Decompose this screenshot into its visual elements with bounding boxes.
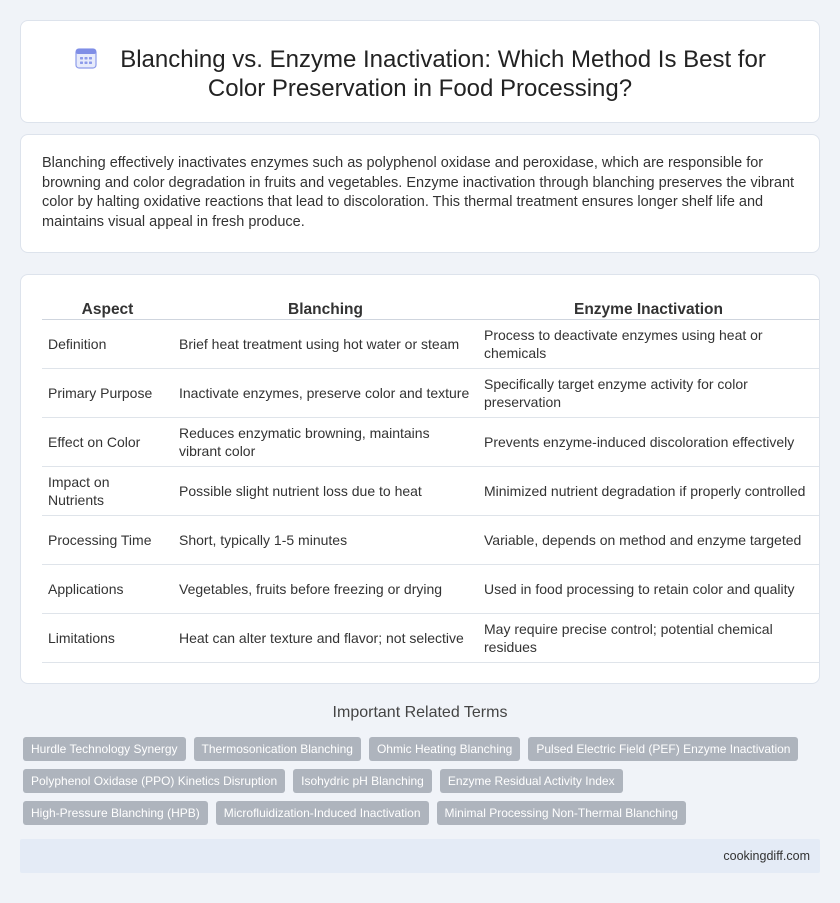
calendar-icon (74, 46, 98, 70)
aspect-cell: Processing Time (42, 515, 173, 564)
table-row (42, 613, 819, 662)
related-term-tag[interactable]: Hurdle Technology Synergy (23, 737, 186, 761)
enzyme-cell: Specifically target enzyme activity for color preservation (478, 368, 819, 417)
blanching-cell: Heat can alter texture and flavor; not selective (173, 613, 478, 662)
related-term-tag[interactable]: Thermosonication Blanching (194, 737, 361, 761)
related-term-tag[interactable]: Ohmic Heating Blanching (369, 737, 520, 761)
related-term-tag[interactable]: Polyphenol Oxidase (PPO) Kinetics Disruption (23, 769, 285, 793)
enzyme-cell: Prevents enzyme-induced discoloration effectively (478, 417, 819, 466)
header-blanching: Blanching (173, 297, 478, 319)
table-header-row (42, 297, 819, 319)
page-title: Blanching vs. Enzyme Inactivation: Which Method Is Best for Color Preservation in Food Processing? (120, 46, 766, 102)
blanching-cell: Inactivate enzymes, preserve color and texture (173, 368, 478, 417)
aspect-cell: Effect on Color (42, 417, 173, 466)
blanching-cell: Vegetables, fruits before freezing or drying (173, 564, 478, 613)
title-card (20, 20, 820, 123)
header-enzyme-inactivation: Enzyme Inactivation (478, 297, 819, 319)
related-term-tag[interactable]: Pulsed Electric Field (PEF) Enzyme Inactivation (528, 737, 798, 761)
related-term-tag[interactable]: Microfluidization-Induced Inactivation (216, 801, 429, 825)
related-terms-list (23, 737, 813, 825)
related-term-tag[interactable]: Enzyme Residual Activity Index (440, 769, 623, 793)
intro-paragraph: Blanching effectively inactivates enzymes such as polyphenol oxidase and peroxidase, which are responsible for browning and color degradation in fruits and vegetables. Enzyme inactivation through blanching preserves the vibrant color by halting oxidative reactions that lead to discoloration. This thermal treatment ensures longer shelf life and maintains visual appeal in fresh produce. (42, 155, 795, 230)
comparison-table (42, 297, 819, 663)
related-terms-heading: Important Related Terms (332, 704, 508, 721)
enzyme-cell: Process to deactivate enzymes using heat or chemicals (478, 319, 819, 368)
aspect-cell: Limitations (42, 613, 173, 662)
table-row (42, 368, 819, 417)
enzyme-cell: Minimized nutrient degradation if properly controlled (478, 466, 819, 515)
aspect-cell: Applications (42, 564, 173, 613)
footer (20, 839, 820, 873)
enzyme-cell: Used in food processing to retain color and quality (478, 564, 819, 613)
related-term-tag[interactable]: High-Pressure Blanching (HPB) (23, 801, 208, 825)
blanching-cell: Reduces enzymatic browning, maintains vibrant color (173, 417, 478, 466)
table-row (42, 319, 819, 368)
related-term-tag[interactable]: Minimal Processing Non-Thermal Blanching (437, 801, 686, 825)
table-row (42, 564, 819, 613)
table-row (42, 515, 819, 564)
enzyme-cell: Variable, depends on method and enzyme targeted (478, 515, 819, 564)
table-row (42, 466, 819, 515)
aspect-cell: Impact on Nutrients (42, 466, 173, 515)
blanching-cell: Possible slight nutrient loss due to heat (173, 466, 478, 515)
related-term-tag[interactable]: Isohydric pH Blanching (293, 769, 432, 793)
enzyme-cell: May require precise control; potential chemical residues (478, 613, 819, 662)
header-aspect: Aspect (42, 297, 173, 319)
aspect-cell: Primary Purpose (42, 368, 173, 417)
page-title-wrap (61, 45, 779, 103)
blanching-cell: Short, typically 1-5 minutes (173, 515, 478, 564)
comparison-card (20, 274, 820, 684)
footer-site-link[interactable]: cookingdiff.com (723, 849, 810, 863)
aspect-cell: Definition (42, 319, 173, 368)
intro-card (20, 134, 820, 253)
blanching-cell: Brief heat treatment using hot water or steam (173, 319, 478, 368)
table-row (42, 417, 819, 466)
